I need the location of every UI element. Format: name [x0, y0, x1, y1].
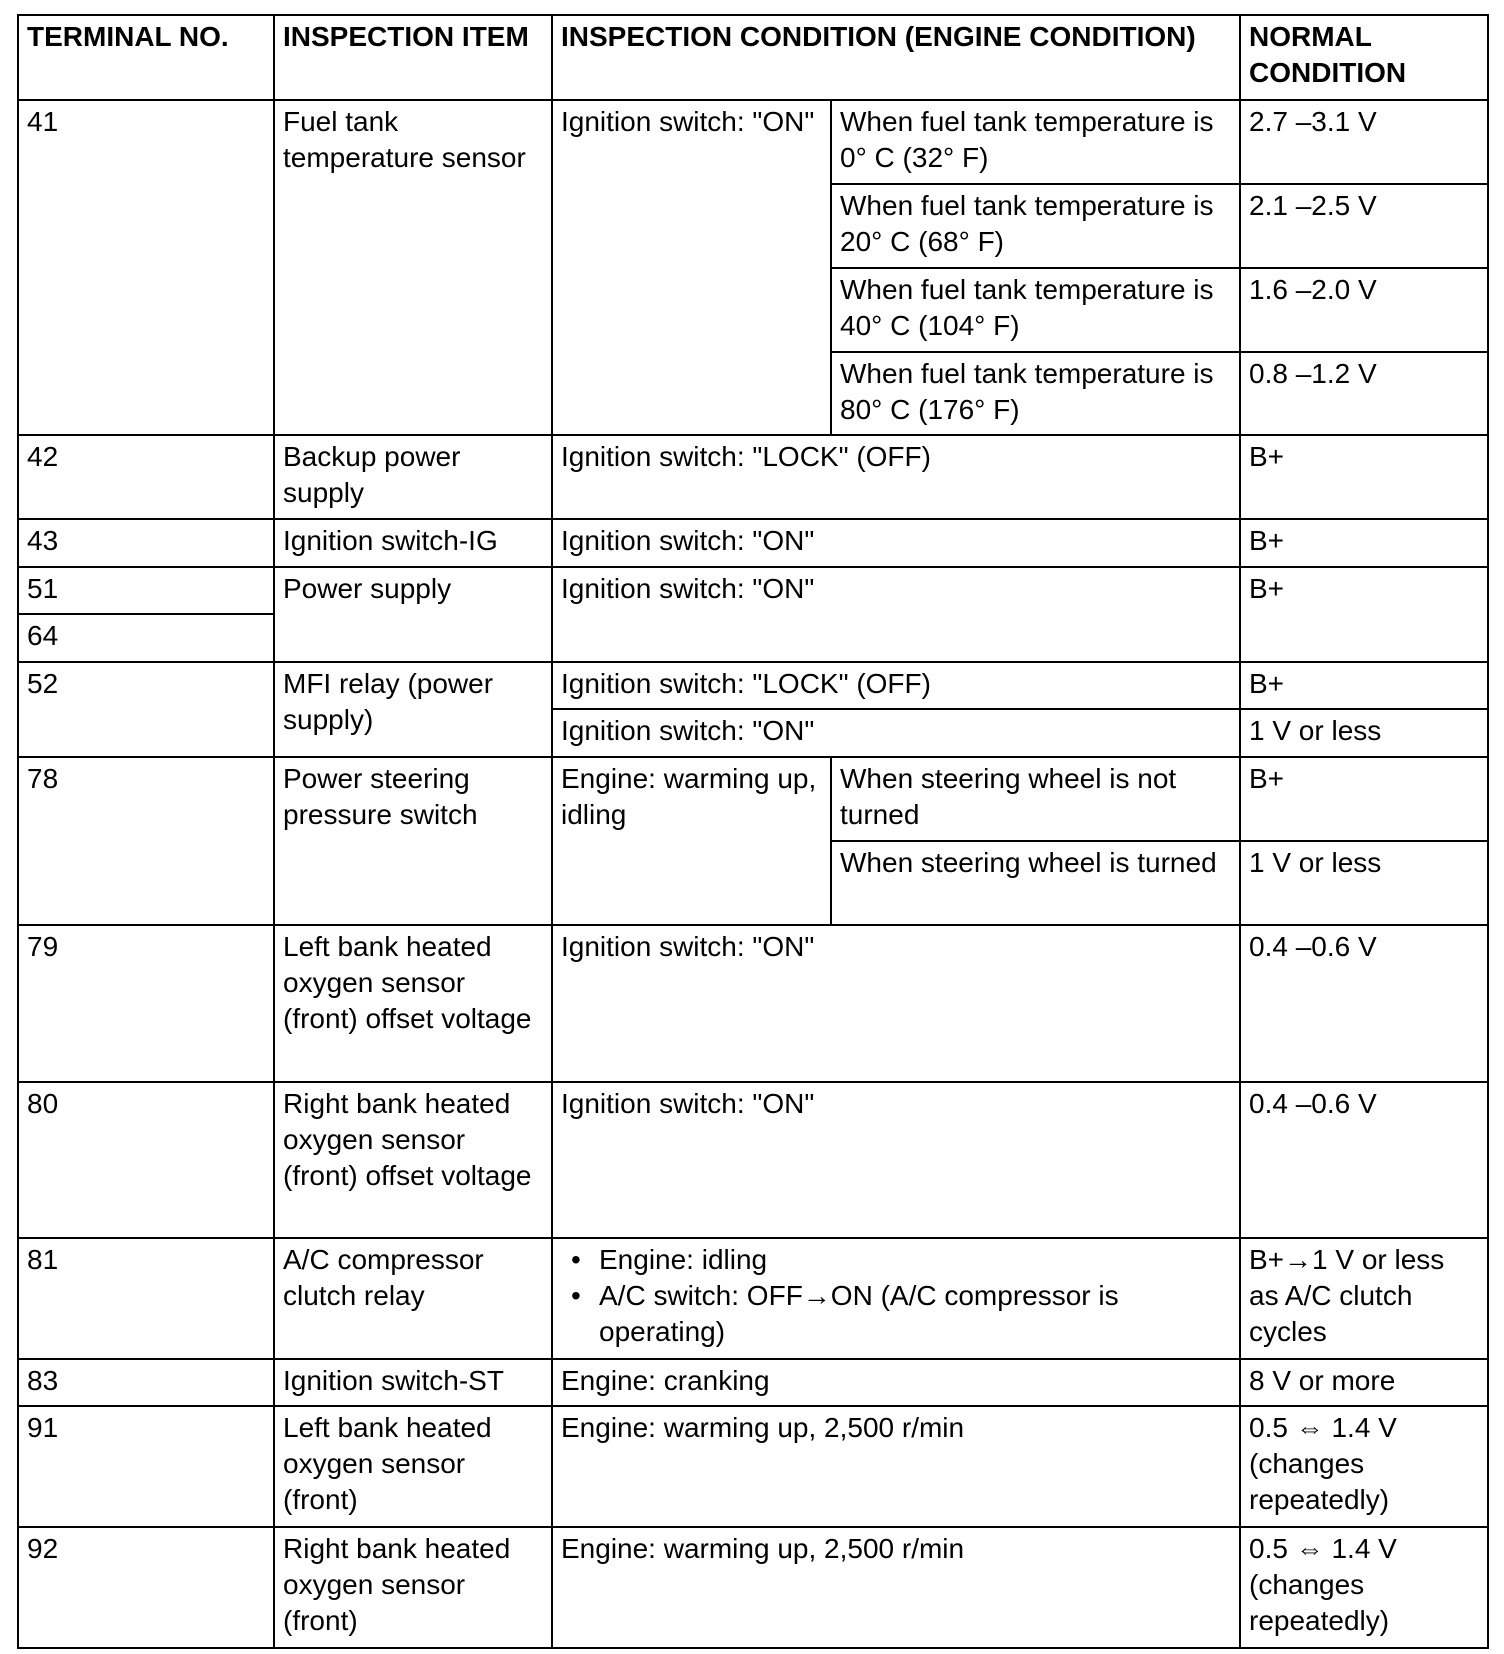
terminal-no: 81 [18, 1238, 274, 1359]
terminal-no: 41 [18, 100, 274, 435]
header-inspection-condition: INSPECTION CONDITION (ENGINE CONDITION) [552, 15, 1240, 100]
terminal-no: 92 [18, 1527, 274, 1648]
terminal-no: 42 [18, 435, 274, 519]
normal-condition: 8 V or more [1240, 1359, 1488, 1406]
condition-bullet: • A/C switch: OFF→ON (A/C compressor is operating) [599, 1278, 1231, 1350]
inspection-item: Fuel tank temperature sensor [274, 100, 552, 435]
inspection-condition: Ignition switch: "LOCK" (OFF) [552, 662, 1240, 709]
normal-condition: 2.7 –3.1 V [1240, 100, 1488, 184]
terminal-no: 79 [18, 925, 274, 1082]
normal-condition: B+ [1240, 662, 1488, 709]
normal-condition: 0.4 –0.6 V [1240, 1082, 1488, 1238]
inspection-condition: Ignition switch: "ON" [552, 709, 1240, 757]
normal-condition: 2.1 –2.5 V [1240, 184, 1488, 268]
inspection-condition: Engine: warming up, idling [552, 757, 831, 925]
table-row [18, 435, 1488, 519]
terminal-no: 52 [18, 662, 274, 757]
normal-condition: B+ [1240, 435, 1488, 519]
terminal-no: 91 [18, 1406, 274, 1527]
inspection-item: Right bank heated oxygen sensor (front) [274, 1527, 552, 1648]
terminal-no: 83 [18, 1359, 274, 1406]
normal-condition: B+ [1240, 567, 1488, 662]
table-row [18, 662, 1488, 709]
inspection-item: Ignition switch-ST [274, 1359, 552, 1406]
table-row [18, 925, 1488, 1082]
normal-condition: 1 V or less [1240, 841, 1488, 925]
inspection-table [17, 14, 1489, 1649]
inspection-condition: Ignition switch: "ON" [552, 100, 831, 435]
normal-condition: 1 V or less [1240, 709, 1488, 757]
sub-condition: When steering wheel is not turned [831, 757, 1240, 841]
table-row [18, 1406, 1488, 1527]
normal-condition: 0.8 –1.2 V [1240, 352, 1488, 435]
terminal-no: 78 [18, 757, 274, 925]
header-normal-condition: NORMAL CONDITION [1240, 15, 1488, 100]
inspection-item: Ignition switch-IG [274, 519, 552, 567]
terminal-no: 64 [18, 614, 274, 662]
normal-condition: B+ [1240, 519, 1488, 567]
inspection-item: Power steering pressure switch [274, 757, 552, 925]
inspection-condition: Engine: cranking [552, 1359, 1240, 1406]
inspection-condition: Engine: warming up, 2,500 r/min [552, 1406, 1240, 1527]
terminal-no: 43 [18, 519, 274, 567]
inspection-condition: Ignition switch: "LOCK" (OFF) [552, 435, 1240, 519]
inspection-condition: Engine: warming up, 2,500 r/min [552, 1527, 1240, 1648]
sub-condition: When fuel tank temperature is 0° C (32° F) [831, 100, 1240, 184]
inspection-item: A/C compressor clutch relay [274, 1238, 552, 1359]
header-inspection-item: INSPECTION ITEM [274, 15, 552, 100]
table-row [18, 1238, 1488, 1359]
table-row [18, 1527, 1488, 1648]
condition-bullet-list [561, 1242, 1231, 1350]
inspection-condition: Ignition switch: "ON" [552, 519, 1240, 567]
header-terminal-no: TERMINAL NO. [18, 15, 274, 100]
normal-condition: B+ [1240, 757, 1488, 841]
sub-condition: When fuel tank temperature is 20° C (68° F) [831, 184, 1240, 268]
header-row [18, 15, 1488, 100]
inspection-item: Left bank heated oxygen sensor (front) [274, 1406, 552, 1527]
table-row [18, 100, 1488, 184]
terminal-no: 80 [18, 1082, 274, 1238]
inspection-condition [552, 1238, 1240, 1359]
sub-condition: When fuel tank temperature is 80° C (176° F) [831, 352, 1240, 435]
sub-condition: When fuel tank temperature is 40° C (104° F) [831, 268, 1240, 352]
table-row [18, 519, 1488, 567]
condition-bullet: • Engine: idling [599, 1242, 1231, 1278]
inspection-item: Power supply [274, 567, 552, 662]
normal-condition: 1.6 –2.0 V [1240, 268, 1488, 352]
inspection-item: Right bank heated oxygen sensor (front) offset voltage [274, 1082, 552, 1238]
sub-condition: When steering wheel is turned [831, 841, 1240, 925]
normal-condition: 0.5 ⇔ 1.4 V (changes repeatedly) [1240, 1406, 1488, 1527]
terminal-no: 51 [18, 567, 274, 614]
inspection-item: MFI relay (power supply) [274, 662, 552, 757]
inspection-condition: Ignition switch: "ON" [552, 567, 1240, 662]
inspection-condition: Ignition switch: "ON" [552, 925, 1240, 1082]
normal-condition: 0.5 ⇔ 1.4 V (changes repeatedly) [1240, 1527, 1488, 1648]
normal-condition: B+→1 V or less as A/C clutch cycles [1240, 1238, 1488, 1359]
table-row [18, 757, 1488, 841]
table-row [18, 1359, 1488, 1406]
inspection-item: Backup power supply [274, 435, 552, 519]
table-row [18, 567, 1488, 614]
inspection-condition: Ignition switch: "ON" [552, 1082, 1240, 1238]
inspection-item: Left bank heated oxygen sensor (front) offset voltage [274, 925, 552, 1082]
table-row [18, 1082, 1488, 1238]
normal-condition: 0.4 –0.6 V [1240, 925, 1488, 1082]
